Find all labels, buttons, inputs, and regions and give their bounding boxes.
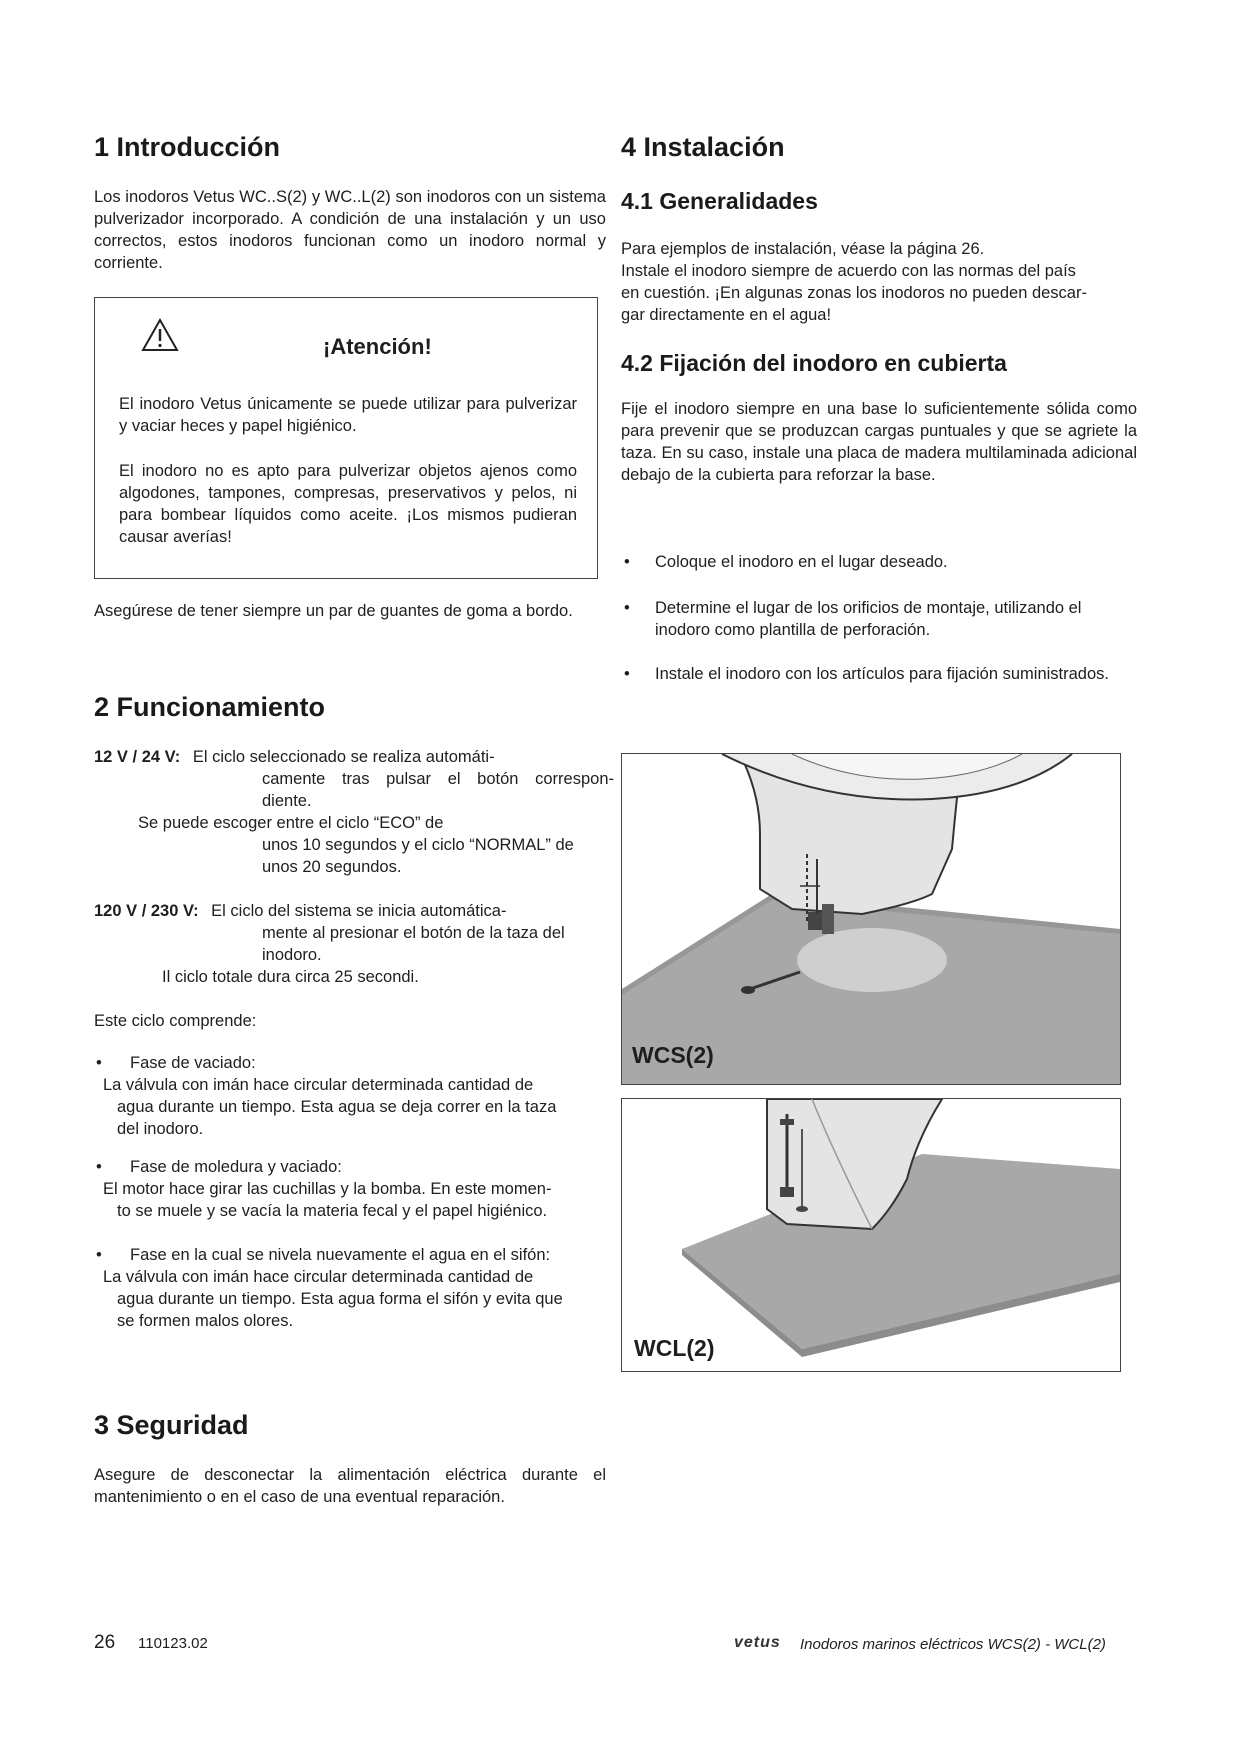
- toilet-wcs-illustration-icon: [622, 754, 1120, 1084]
- warning-triangle-icon: [141, 318, 179, 357]
- cycle-phase-2: • Fase de moledura y vaciado: El motor hace girar las cuchillas y la bomba. En este momen- to se muele y se vacía la materia fecal y el papel higiénico.: [96, 1158, 552, 1220]
- section-title-instalacion: 4 Instalación: [621, 132, 785, 162]
- footer-title: Inodoros marinos eléctricos WCS(2) - WCL(2): [800, 1636, 1106, 1653]
- intro-text: Los inodoros Vetus WC..S(2) y WC..L(2) son inodoros con un sistema pulverizador incorporado. A condición de una instalación y un uso correctos, estos inodoros funcionan como un inodoro normal y corriente.: [94, 188, 606, 272]
- figure-wcs2-label: WCS(2): [632, 1042, 714, 1068]
- document-code: 110123.02: [138, 1635, 208, 1652]
- voltage-120-label: 120 V / 230 V:: [94, 902, 199, 920]
- fijacion-text: Fije el inodoro siempre en una base lo suficientemente sólida como para prevenir que se produzcan cargas puntuales y que se agriete la taza. En su caso, instale una placa de madera multilaminada adicional debajo de la cubierta para reforzar la base.: [621, 400, 1137, 484]
- figure-wcl2-label: WCL(2): [634, 1335, 715, 1361]
- warning-paragraph-1: El inodoro Vetus únicamente se puede utilizar para pulverizar y vaciar heces y papel higiénico.: [119, 395, 577, 435]
- warning-paragraph-2: El inodoro no es apto para pulverizar objetos ajenos como algodones, tampones, compresas, preservativos y pelos, ni para bombear líquidos como aceite. ¡Los mismos pudieran causar averías!: [119, 462, 577, 546]
- generalidades-text: Para ejemplos de instalación, véase la página 26. Instale el inodoro siempre de acuerdo con las normas del país en cuestión. ¡En algunas zonas los inodoros no pueden descar- gar directamente en el agua!: [621, 240, 1087, 324]
- install-step-3: • Instale el inodoro con los artículos para fijación suministrados.: [624, 665, 1109, 683]
- section-title-introduccion: 1 Introducción: [94, 132, 281, 162]
- warning-box: [94, 297, 598, 579]
- section-title-seguridad: 3 Seguridad: [94, 1410, 249, 1440]
- vetus-logo: vetus: [734, 1634, 781, 1651]
- seguridad-text: Asegure de desconectar la alimentación eléctrica durante el mantenimiento o en el caso de una eventual reparación.: [94, 1466, 606, 1506]
- toilet-wcl-illustration-icon: [622, 1099, 1120, 1371]
- subsection-title-fijacion: 4.2 Fijación del inodoro en cubierta: [621, 350, 1007, 376]
- page-number: 26: [94, 1632, 116, 1653]
- install-step-1: • Coloque el inodoro en el lugar deseado.: [624, 553, 948, 571]
- install-step-2: • Determine el lugar de los orificios de montaje, utilizando el inodoro como plantilla de perforación.: [624, 599, 1082, 639]
- figure-wcl2: [621, 1098, 1121, 1372]
- warning-title: ¡Atención!: [323, 334, 432, 359]
- gloves-note: Asegúrese de tener siempre un par de guantes de goma a bordo.: [94, 602, 573, 620]
- cycle-intro: Este ciclo comprende:: [94, 1012, 257, 1030]
- voltage-12-label: 12 V / 24 V:: [94, 748, 181, 766]
- cycle-phase-1: • Fase de vaciado: La válvula con imán hace circular determinada cantidad de agua durante un tiempo. Esta agua se deja correr en la taza del inodoro.: [96, 1054, 557, 1138]
- voltage-12-block: 12 V / 24 V: El ciclo seleccionado se realiza automáti- camente tras pulsar el botón correspon- diente. Se puede escoger entre el ciclo “ECO” de unos 10 segundos y el ciclo “NORMAL” de unos 20 segundos.: [94, 748, 614, 876]
- subsection-title-generalidades: 4.1 Generalidades: [621, 188, 818, 214]
- voltage-120-block: 120 V / 230 V: El ciclo del sistema se inicia automática- mente al presionar el botón de la taza del inodoro. Il ciclo totale dura circa 25 secondi.: [94, 902, 565, 986]
- cycle-phase-3: • Fase en la cual se nivela nuevamente el agua en el sifón: La válvula con imán hace circular determinada cantidad de agua durante un tiempo. Esta agua forma el sifón y evita que se formen malos olores.: [96, 1246, 563, 1330]
- figure-wcs2: [621, 753, 1121, 1085]
- section-title-funcionamiento: 2 Funcionamiento: [94, 692, 326, 722]
